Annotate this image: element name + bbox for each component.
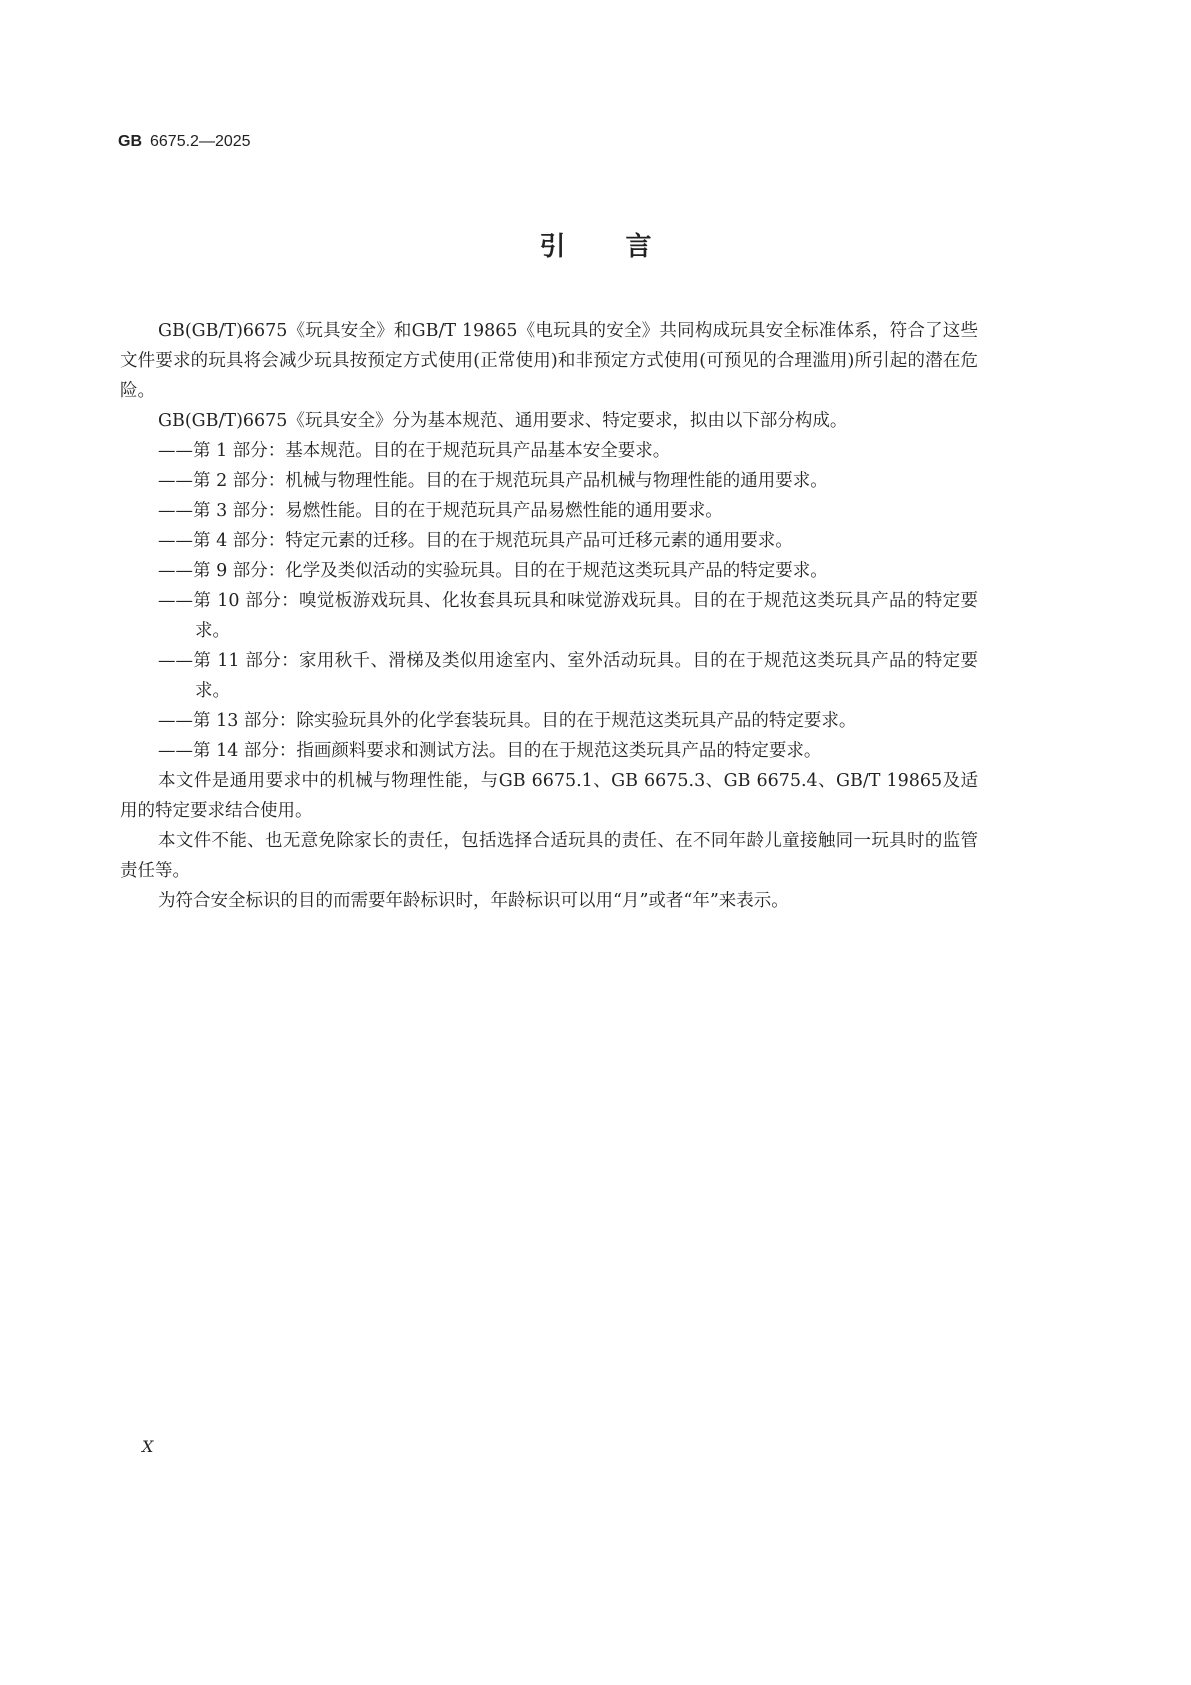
list-item: ——第 13 部分：除实验玩具外的化学套装玩具。目的在于规范这类玩具产品的特定要求。 [158,711,857,731]
paragraph: 为符合安全标识的目的而需要年龄标识时，年龄标识可以用“月”或者“年”来表示。 [158,891,789,911]
list-item: ——第 4 部分：特定元素的迁移。目的在于规范玩具产品可迁移元素的通用要求。 [158,531,793,551]
paragraph: GB(GB/T)6675《玩具安全》分为基本规范、通用要求、特定要求，拟由以下部分构成。 [158,411,848,431]
standard-number: 6675.2—2025 [150,133,251,150]
document-body [120,316,978,916]
list-item: ——第 9 部分：化学及类似活动的实验玩具。目的在于规范这类玩具产品的特定要求。 [158,561,828,581]
list-item: ——第 11 部分：家用秋千、滑梯及类似用途室内、室外活动玩具。目的在于规范这类玩具产品的特定要求。 [158,651,978,701]
document-header [118,133,251,151]
paragraph: 本文件不能、也无意免除家长的责任，包括选择合适玩具的责任、在不同年龄儿童接触同一玩具时的监管责任等。 [120,831,978,881]
list-item: ——第 14 部分：指画颜料要求和测试方法。目的在于规范这类玩具产品的特定要求。 [158,741,822,761]
list-item: ——第 3 部分：易燃性能。目的在于规范玩具产品易燃性能的通用要求。 [158,501,723,521]
standard-prefix: GB [118,133,142,150]
list-item: ——第 1 部分：基本规范。目的在于规范玩具产品基本安全要求。 [158,441,671,461]
page-number: X [142,1437,154,1456]
list-item: ——第 2 部分：机械与物理性能。目的在于规范玩具产品机械与物理性能的通用要求。 [158,471,828,491]
page-title: 引言 [539,232,712,262]
paragraph: 本文件是通用要求中的机械与物理性能，与GB 6675.1、GB 6675.3、GB 6675.4、GB/T 19865及适用的特定要求结合使用。 [120,771,978,821]
list-item: ——第 10 部分：嗅觉板游戏玩具、化妆套具玩具和味觉游戏玩具。目的在于规范这类玩具产品的特定要求。 [158,591,978,641]
paragraph: GB(GB/T)6675《玩具安全》和GB/T 19865《电玩具的安全》共同构成玩具安全标准体系，符合了这些文件要求的玩具将会减少玩具按预定方式使用(正常使用)和非预定方式使用(可预见的合理滥用)所引起的潜在危险。 [120,321,978,401]
